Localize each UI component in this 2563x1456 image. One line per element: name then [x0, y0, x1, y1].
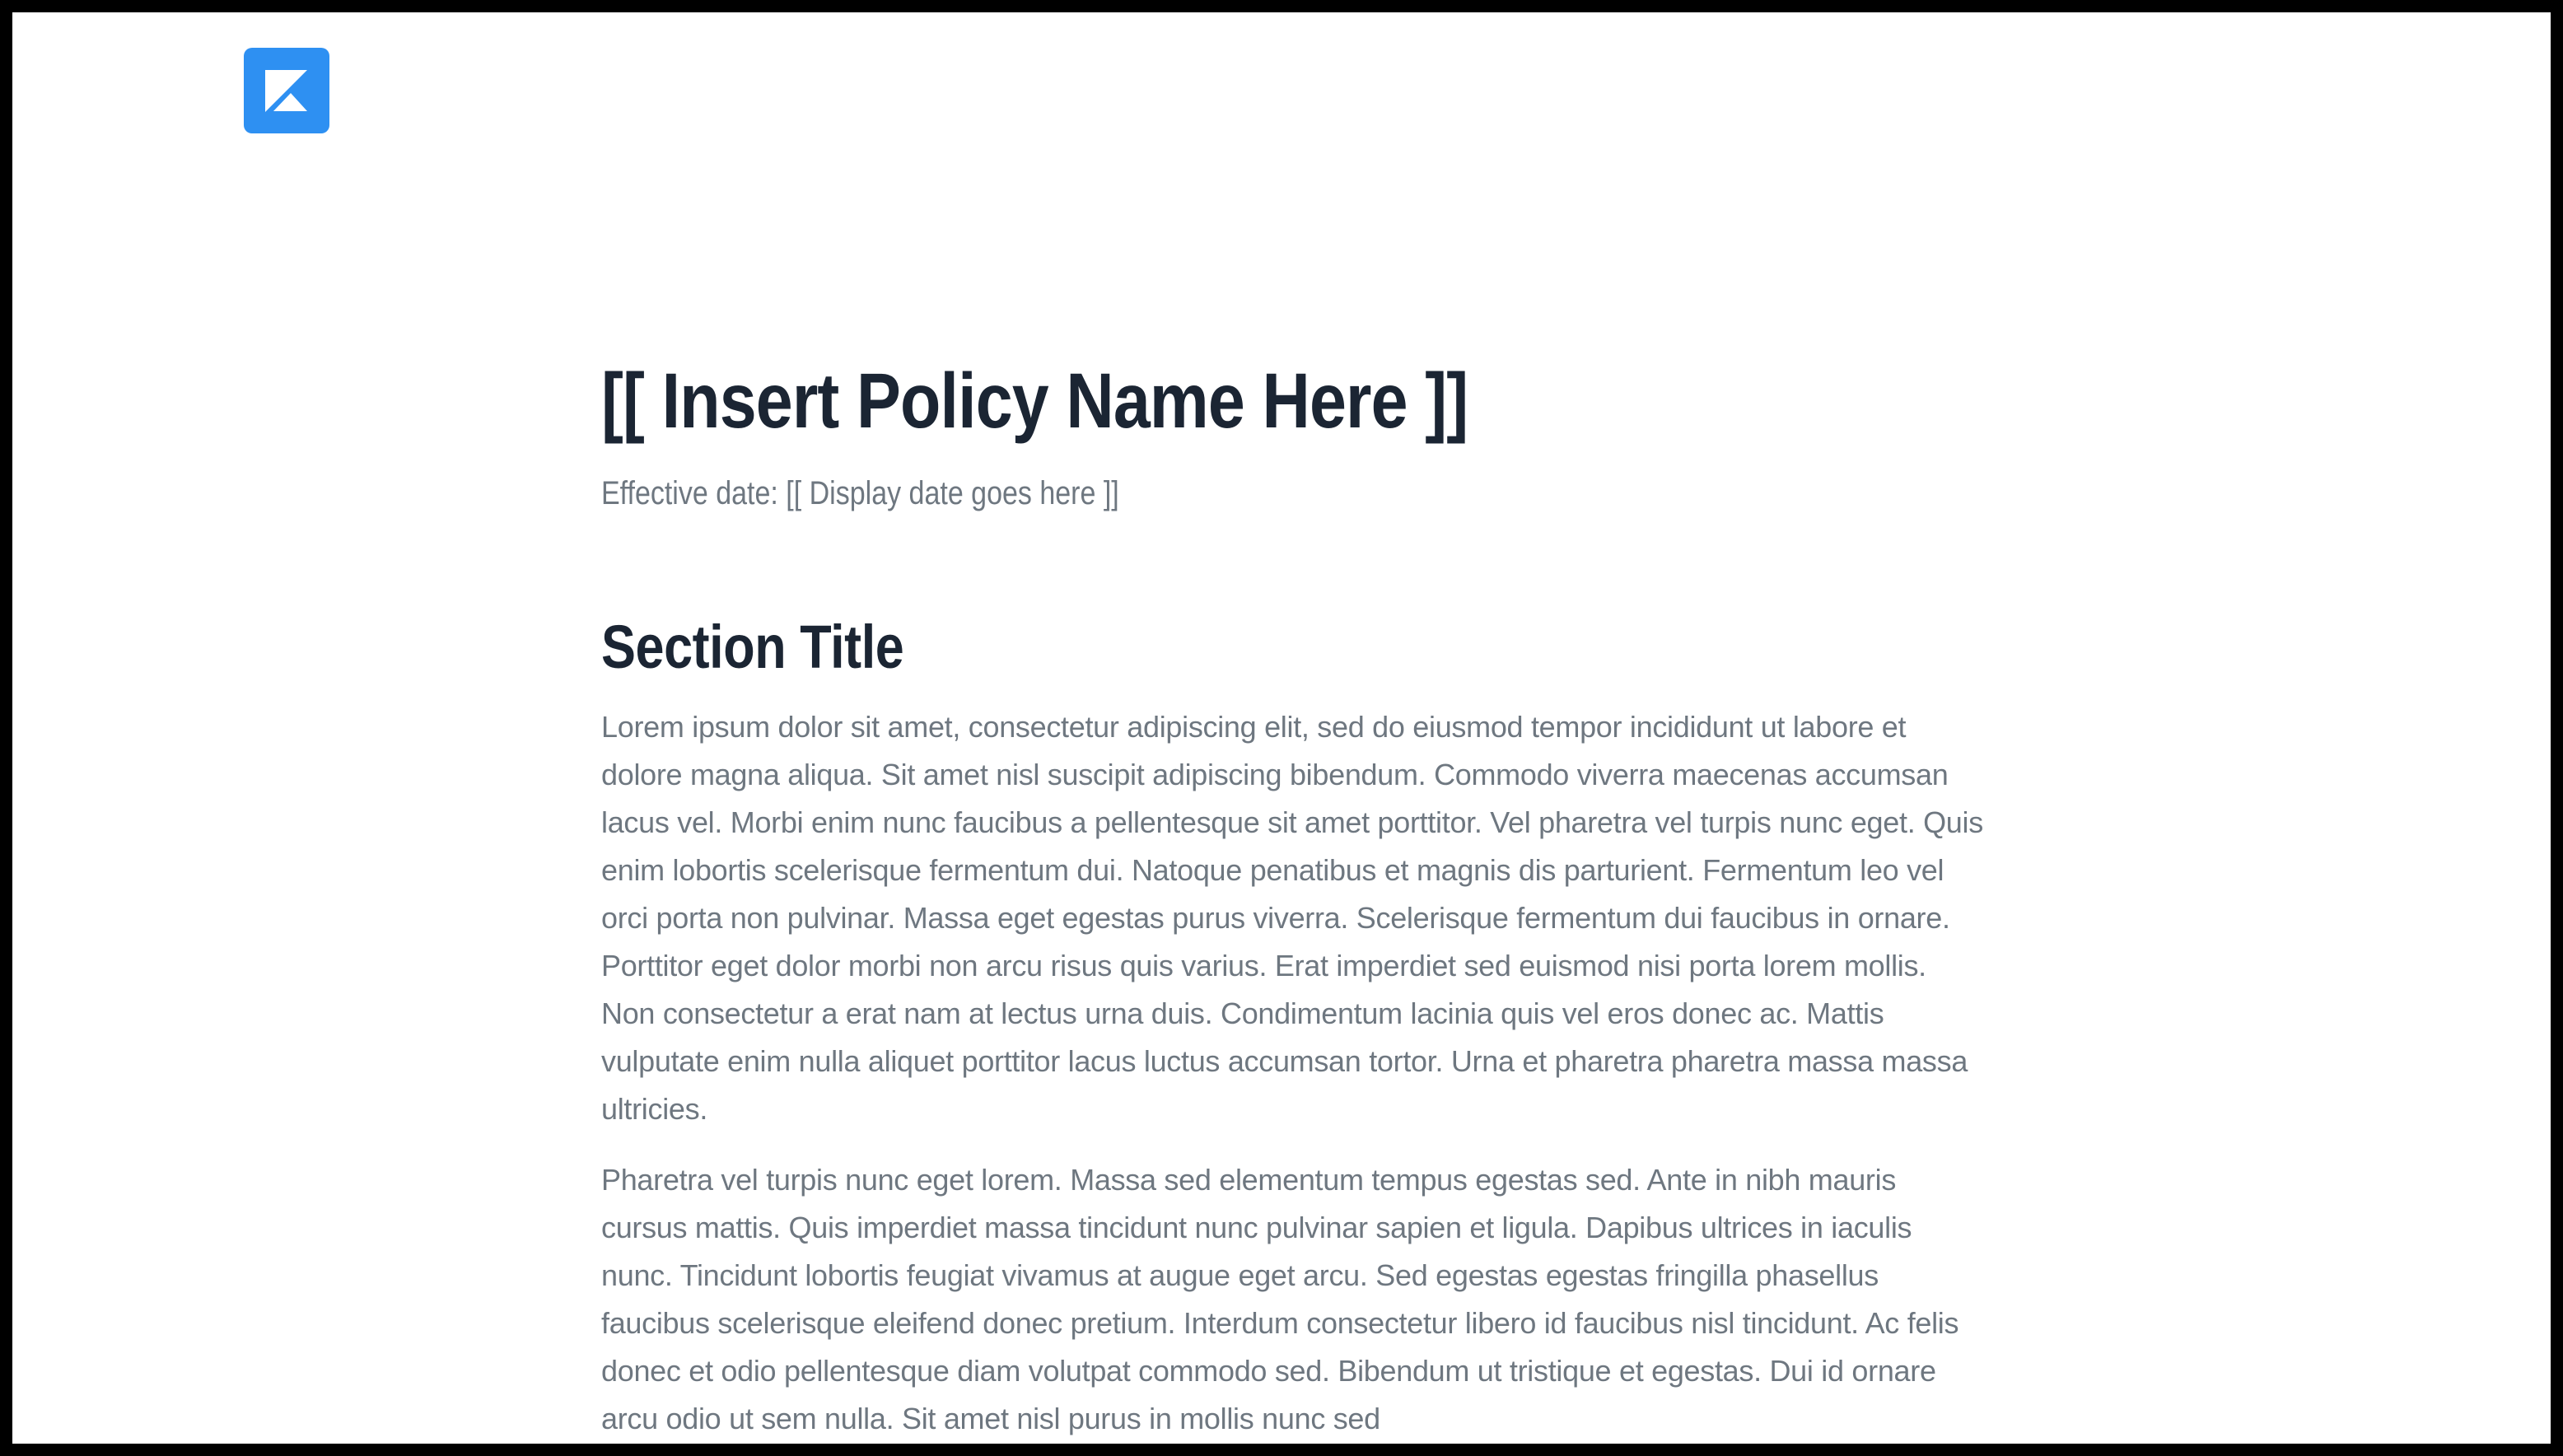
policy-title: [[ Insert Policy Name Here ]]	[601, 357, 1468, 445]
section-paragraph-1: Lorem ipsum dolor sit amet, consectetur adipiscing elit, sed do eiusmod tempor incididunt ut labore et dolore magna aliqua. Sit amet nisl suscipit adipiscing bibendum. Commodo viverra maecenas accumsan lacus vel. Morbi enim nunc faucibus a pellentesque sit amet porttitor. Vel pharetra vel turpis nunc eget. Quis enim lobortis scelerisque fermentum dui. Natoque penatibus et magnis dis parturient. Fermentum leo vel orci porta non pulvinar. Massa eget egestas purus viverra. Scelerisque fermentum dui faucibus in ornare. Porttitor eget dolor morbi non arcu risus quis varius. Erat imperdiet sed euismod nisi porta lorem mollis. Non consectetur a erat nam at lectus urna duis. Condimentum lacinia quis vel eros donec ac. Mattis vulputate enim nulla aliquet porttitor lacus luctus accumsan tortor. Urna et pharetra pharetra massa massa ultricies.	[601, 710, 1983, 1126]
k-arrow-logo-icon	[244, 48, 329, 133]
brand-logo	[244, 48, 329, 133]
document-page	[12, 12, 2551, 1444]
section-heading: Section Title	[601, 613, 904, 681]
document-content	[601, 12, 1985, 1443]
effective-date-line: Effective date: [[ Display date goes here ]]	[601, 475, 1119, 511]
section-paragraph-2: Pharetra vel turpis nunc eget lorem. Massa sed elementum tempus egestas sed. Ante in nibh mauris cursus mattis. Quis imperdiet massa tincidunt nunc pulvinar sapien et ligula. Dapibus ultrices in iaculis nunc. Tincidunt lobortis feugiat vivamus at augue eget arcu. Sed egestas egestas fringilla phasellus faucibus scelerisque eleifend donec pretium. Interdum consectetur libero id faucibus nisl tincidunt. Ac felis donec et odio pellentesque diam volutpat commodo sed. Bibendum ut tristique et egestas. Dui id ornare arcu odio ut sem nulla. Sit amet nisl purus in mollis nunc sed	[601, 1163, 1959, 1435]
